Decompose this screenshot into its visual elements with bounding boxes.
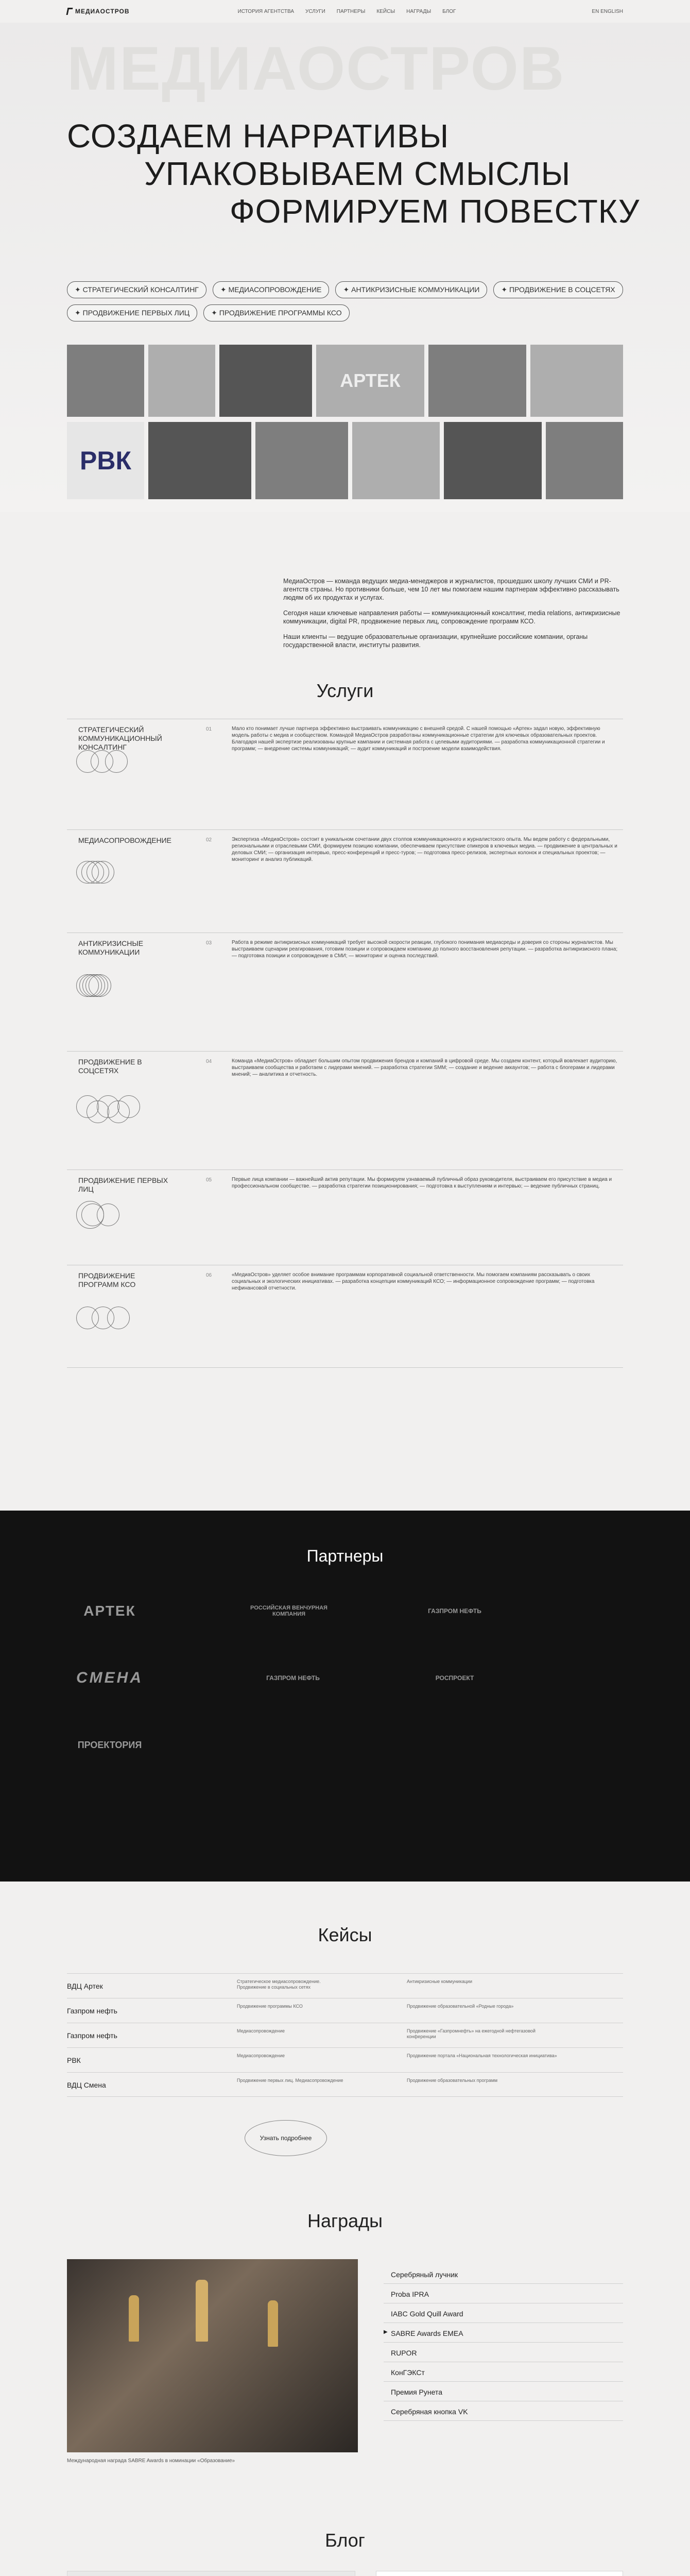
case-row[interactable] <box>67 1998 623 2023</box>
case-result: Продвижение образовательных программ <box>407 2078 498 2083</box>
hero-line-3: ФОРМИРУЕМ ПОВЕСТКУ <box>230 193 640 230</box>
case-row[interactable] <box>67 2047 623 2072</box>
language-switch[interactable]: EN ENGLISH <box>592 8 623 14</box>
logo[interactable] <box>67 8 130 15</box>
award-item[interactable]: RUPOR <box>384 2343 623 2362</box>
photo-artek-sign: АРТЕК <box>316 345 424 417</box>
photo-portrait <box>428 345 526 417</box>
photo-speaker <box>67 345 144 417</box>
photo-ship <box>530 345 623 417</box>
tag-strategic-consulting[interactable]: ✦ СТРАТЕГИЧЕСКИЙ КОНСАЛТИНГ <box>67 281 206 298</box>
service-first-persons[interactable] <box>67 1170 623 1265</box>
case-result: Продвижение портала «Национальная технологическая инициатива» <box>407 2053 557 2058</box>
award-item[interactable]: КонГЭКСт <box>384 2362 623 2382</box>
service-name: СТРАТЕГИЧЕСКИЙ КОММУНИКАЦИОННЫЙ КОНСАЛТИНГ <box>78 725 162 751</box>
hero-line-2: УПАКОВЫВАЕМ СМЫСЛЫ <box>144 155 571 192</box>
service-name: ПРОДВИЖЕНИЕ В СОЦСЕТЯХ <box>78 1058 142 1075</box>
blog-card[interactable] <box>376 2571 623 2576</box>
case-row[interactable] <box>67 2023 623 2047</box>
awards-title: Награды <box>307 2210 383 2231</box>
service-circles-icon <box>76 974 179 1005</box>
site-header <box>0 0 690 23</box>
service-name: МЕДИАСОПРОВОЖДЕНИЕ <box>78 836 171 844</box>
service-number: 03 <box>206 940 212 946</box>
blog-title: Блог <box>325 2530 365 2551</box>
tag-first-persons[interactable]: ✦ ПРОДВИЖЕНИЕ ПЕРВЫХ ЛИЦ <box>67 304 197 321</box>
partner-proektoria-logo[interactable]: ПРОЕКТОРИЯ <box>77 1739 142 1750</box>
service-media[interactable] <box>67 829 623 933</box>
logo-text: МЕДИАОСТРОВ <box>75 8 130 15</box>
case-client: Газпром нефть <box>67 2007 117 2015</box>
play-arrow-icon: ▶ <box>384 2329 388 2335</box>
tag-media-support[interactable]: ✦ МЕДИАСОПРОВОЖДЕНИЕ <box>213 281 330 298</box>
nav-history[interactable]: ИСТОРИЯ АГЕНТСТВА <box>237 8 295 14</box>
case-task: Продвижение первых лиц. Медиасопровождение <box>237 2078 343 2083</box>
hero-background-word: МЕДИАОСТРОВ <box>67 34 565 103</box>
service-circles-icon <box>76 750 179 781</box>
photo-camera <box>352 422 440 499</box>
intro-paragraph-1: МедиаОстров — команда ведущих медиа-менеджеров и журналистов, прошедших школу лучших СМИ и PR-агентств страны. Но противники больше, чем 10 лет мы помогаем нашим партнерам эффективно рассказывать людям об их продуктах и услугах. <box>283 578 619 601</box>
service-description: Мало кто понимает лучше партнера эффективно выстраивать коммуникацию с внешней средой. С нашей помощью «Артек» задал новую, эффективную модель работы с медиа и сообществом. Командой МедиаОстров разработаны коммуникационные стратегии для ключевых образовательных проектов. Благодаря нашей экспертизе реализованы крупные кампании и системная работа с целевыми аудиториями. — разработка коммуникационной стратегии и программ; — внедрение системы коммуникаций; — аудит коммуникаций и построение модели взаимодействия. <box>232 726 605 752</box>
service-strategic[interactable] <box>67 719 623 775</box>
partner-gazprom-2-logo[interactable]: ГАЗПРОМ НЕФТЬ <box>266 1674 320 1682</box>
case-result: Продвижение «Газпромнефть» на ежегодной нефтегазовой конференции <box>407 2028 536 2039</box>
cases-more-button[interactable]: Узнать подробнее <box>245 2120 327 2156</box>
service-description: Работа в режиме антикризисных коммуникаций требует высокой скорости реакции, глубокого понимания медиасреды и доверия со стороны журналистов. Мы выстраиваем сценарии реагирования, готовим позиции и сопровождаем компанию до полного восстановления репутации. — разработка антикризисного плана; — подготовка позиции и сопровождение в СМИ; — мониторинг и оценка последствий. <box>232 940 618 959</box>
partner-rvk-logo[interactable]: РОССИЙСКАЯ ВЕНЧУРНАЯ КОМПАНИЯ <box>250 1605 327 1617</box>
partners-title: Партнеры <box>306 1547 384 1565</box>
case-client: Газпром нефть <box>67 2031 117 2040</box>
service-circles-icon <box>76 861 179 892</box>
case-task: Продвижение программы КСО <box>237 2004 303 2009</box>
hero-line-1: СОЗДАЕМ НАРРАТИВЫ <box>67 117 450 155</box>
intro-paragraph-3: Наши клиенты — ведущие образовательные организации, крупнейшие российские компании, органы государственной власти, институты развития. <box>283 633 588 649</box>
nav-cases[interactable]: КЕЙСЫ <box>376 8 395 14</box>
partner-gazprom-logo[interactable]: ГАЗПРОМ НЕФТЬ <box>428 1607 481 1615</box>
partner-artek-logo[interactable]: АРТЕК <box>83 1603 136 1619</box>
service-crisis[interactable] <box>67 933 623 1051</box>
service-name: ПРОДВИЖЕНИЕ ПРОГРАММ КСО <box>78 1272 136 1289</box>
award-item[interactable]: Серебряная кнопка VK <box>384 2401 623 2421</box>
partners-section <box>0 1511 690 1882</box>
photo-conference <box>219 345 312 417</box>
intro-paragraph-2: Сегодня наши ключевые направления работы — коммуникационный консалтинг, media relations, антикризисные коммуникации, digital PR, продвижение первых лиц, сопровождение программ КСО. <box>283 609 620 625</box>
photo-rvk-logo: РВК <box>67 422 144 499</box>
hero <box>0 23 690 512</box>
case-client: ВДЦ Смена <box>67 2081 106 2089</box>
photo-interview <box>546 422 623 499</box>
partner-rosproekt-logo[interactable]: РОСПРОЕКТ <box>435 1674 474 1682</box>
nav-awards[interactable]: НАГРАДЫ <box>406 8 432 14</box>
main-nav <box>238 9 456 14</box>
service-description: Первые лица компании — важнейший актив репутации. Мы формируем узнаваемый публичный образ руководителя, выстраиваем его присутствие в медиа и профессиональном сообществе. — разработка стратегии позиционирования; — подготовка к выступлениям и интервью; — ведение публичных страниц. <box>232 1177 612 1189</box>
case-result: Продвижение образовательной «Родные города» <box>407 2004 514 2009</box>
award-item-active[interactable] <box>384 2323 623 2343</box>
photo-crowd <box>148 422 251 499</box>
award-item[interactable]: IABC Gold Quill Award <box>384 2303 623 2323</box>
case-task: Стратегическое медиасопровождение. Продвижение в социальных сетях <box>237 1979 321 1990</box>
award-label: SABRE Awards EMEA <box>391 2329 463 2337</box>
blog-card[interactable] <box>67 2571 355 2576</box>
award-item[interactable]: Премия Рунета <box>384 2382 623 2401</box>
service-number: 05 <box>206 1177 212 1183</box>
hero-tags <box>67 281 623 321</box>
partner-smena-logo[interactable]: СМЕНА <box>76 1669 143 1686</box>
service-description: Команда «МедиаОстров» обладает большим опытом продвижения брендов и компаний в цифровой среде. Мы создаем контент, который вовлекает аудиторию, выстраиваем сообщества и работаем с лидерами мнений. — разработка стратегии SMM; — создание и ведение аккаунтов; — работа с блогерами и лидерами мнений; — аналитика и отчетность. <box>232 1058 617 1077</box>
nav-partners[interactable]: ПАРТНЕРЫ <box>336 8 366 14</box>
award-item[interactable]: Серебряный лучник <box>384 2264 623 2284</box>
service-circles-icon <box>76 1095 179 1126</box>
tag-crisis-comms[interactable]: ✦ АНТИКРИЗИСНЫЕ КОММУНИКАЦИИ <box>335 281 487 298</box>
service-number: 06 <box>206 1273 212 1278</box>
case-task: Медиасопровождение <box>237 2028 285 2033</box>
logo-mark-icon <box>66 8 73 15</box>
photo-woman <box>255 422 348 499</box>
service-csr[interactable] <box>67 1265 623 1368</box>
photo-audience <box>148 345 215 417</box>
tag-csr[interactable]: ✦ ПРОДВИЖЕНИЕ ПРОГРАММЫ КСО <box>203 304 349 321</box>
case-result: Антикризисные коммуникации <box>407 1979 473 1984</box>
intro-text <box>283 577 623 656</box>
service-name: АНТИКРИЗИСНЫЕ КОММУНИКАЦИИ <box>78 939 144 956</box>
service-name: ПРОДВИЖЕНИЕ ПЕРВЫХ ЛИЦ <box>78 1176 168 1193</box>
hero-photo-grid <box>67 345 623 499</box>
service-number: 04 <box>206 1059 212 1064</box>
case-client: ВДЦ Артек <box>67 1982 103 1990</box>
nav-services[interactable]: УСЛУГИ <box>305 8 325 14</box>
service-number: 02 <box>206 837 212 843</box>
case-row[interactable] <box>67 2072 623 2097</box>
cases-title: Кейсы <box>318 1924 372 1945</box>
service-description: Экспертиза «МедиаОстров» состоит в уникальном сочетании двух столпов коммуникационного и журналистского опыта. Мы ведем работу с федеральными, региональными и отраслевыми СМИ, формируем позицию компании, обеспечиваем присутствие спикеров в ключевых медиа. — продвижение в центральных и деловых СМИ; — организация интервью, пресс-конференций и пресс-туров; — подготовка пресс-релизов, экспертных колонок и специальных проектов; — мониторинг и анализ публикаций. <box>232 837 617 862</box>
awards-photo-caption: Международная награда SABRE Awards в номинации «Образование» <box>67 2458 235 2464</box>
photo-event <box>444 422 542 499</box>
service-number: 01 <box>206 726 212 732</box>
case-row[interactable] <box>67 1973 623 1998</box>
services-title: Услуги <box>316 680 374 701</box>
service-social[interactable] <box>67 1051 623 1170</box>
service-description: «МедиаОстров» уделяет особое внимание программам корпоративной социальной ответственности. Мы помогаем компаниям рассказывать о своих социальных и экологических инициативах. — разработка концепции коммуникаций КСО; — информационное сопровождение программ; — подготовка нефинансовой отчетности. <box>232 1272 595 1291</box>
case-client: РВК <box>67 2056 81 2064</box>
service-circles-icon <box>76 1201 179 1232</box>
award-item[interactable]: Proba IPRA <box>384 2284 623 2303</box>
service-circles-icon <box>76 1307 179 1337</box>
tag-social-media[interactable]: ✦ ПРОДВИЖЕНИЕ В СОЦСЕТЯХ <box>493 281 623 298</box>
case-task: Медиасопровождение <box>237 2053 285 2058</box>
nav-blog[interactable]: БЛОГ <box>442 8 456 14</box>
awards-photo <box>67 2259 358 2452</box>
